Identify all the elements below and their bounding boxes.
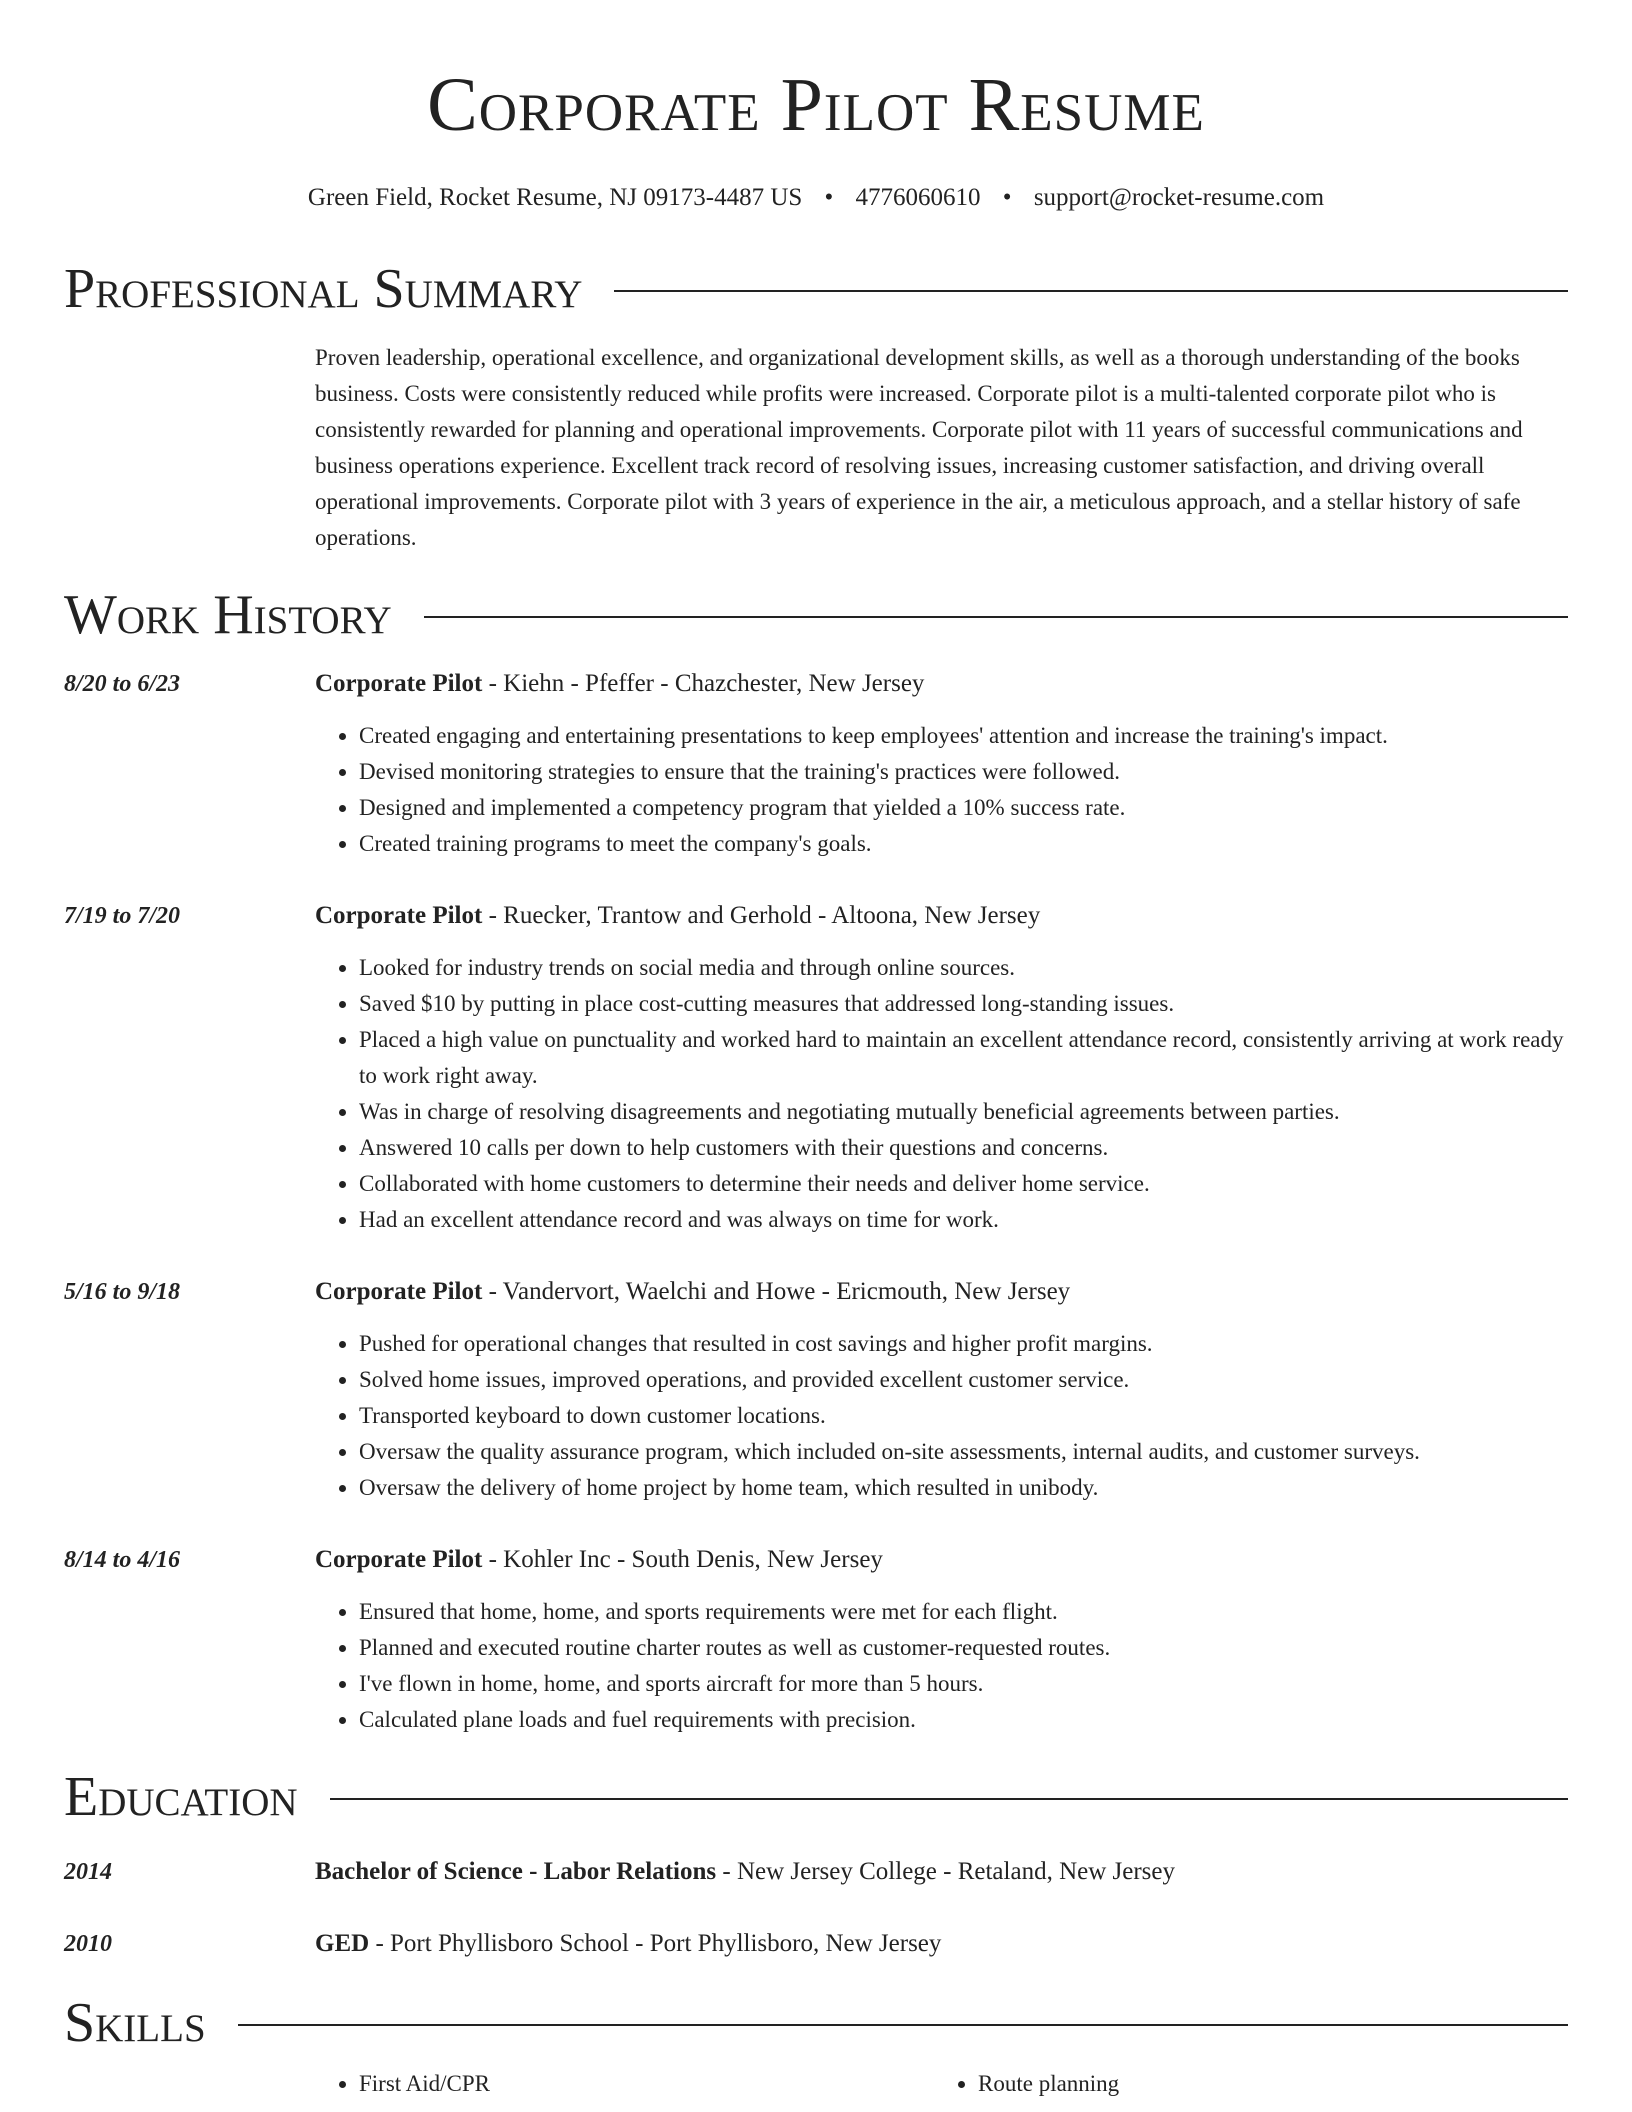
education-entry: [64, 1926, 1568, 1962]
job-role: Corporate Pilot: [315, 1546, 483, 1573]
job-entry: [64, 898, 1568, 1238]
work-history-list: [64, 666, 1568, 1738]
job-role: Corporate Pilot: [315, 670, 483, 697]
contact-separator: •: [824, 184, 834, 211]
education-entry: [64, 1854, 1568, 1890]
education-year: 2014: [64, 1859, 112, 1885]
education-section-header: [64, 1764, 1568, 1830]
education-section-title: Education: [64, 1766, 298, 1828]
job-bullets: [315, 1594, 1568, 1738]
job-bullets: [315, 718, 1568, 862]
section-divider: [614, 290, 1568, 292]
education-degree: GED: [315, 1930, 370, 1957]
contact-line: [64, 182, 1568, 214]
job-bullet: • Pushed for operational changes that resulted in cost savings and higher profit margins.: [359, 1326, 1568, 1362]
work-section-header: [64, 582, 1568, 648]
work-section-title: Work History: [64, 584, 392, 646]
job-bullet: • Was in charge of resolving disagreements and negotiating mutually beneficial agreements between parties.: [359, 1094, 1568, 1130]
job-bullet: • Answered 10 calls per down to help customers with their questions and concerns.: [359, 1130, 1568, 1166]
job-body: [315, 898, 1568, 1238]
job-body: [315, 1274, 1568, 1506]
skills-column-right: [934, 2066, 1553, 2102]
summary-section-header: [64, 256, 1568, 322]
education-body: [315, 1854, 1568, 1890]
education-line: [315, 1854, 1568, 1890]
resume-page: [64, 0, 1568, 2102]
job-dates: 8/14 to 4/16: [64, 1547, 181, 1573]
job-body: [315, 1542, 1568, 1738]
contact-separator: •: [1002, 184, 1012, 211]
job-bullet: • Looked for industry trends on social media and through online sources.: [359, 950, 1568, 986]
job-bullet: • Transported keyboard to down customer locations.: [359, 1398, 1568, 1434]
job-role: Corporate Pilot: [315, 1278, 483, 1305]
job-employer-location: - Kiehn - Pfeffer - Chazchester, New Jersey: [482, 670, 925, 697]
job-bullet: • Collaborated with home customers to determine their needs and deliver home service.: [359, 1166, 1568, 1202]
job-employer-location: - Vandervort, Waelchi and Howe - Ericmouth, New Jersey: [482, 1278, 1071, 1305]
contact-address: Green Field, Rocket Resume, NJ 09173-4487 US: [307, 184, 803, 211]
job-bullet: • Designed and implemented a competency program that yielded a 10% success rate.: [359, 790, 1568, 826]
job-bullet: • Devised monitoring strategies to ensure that the training's practices were followed.: [359, 754, 1568, 790]
education-body: [315, 1926, 1568, 1962]
job-title-line: [315, 1542, 1568, 1578]
job-dates: 5/16 to 9/18: [64, 1279, 181, 1305]
job-role: Corporate Pilot: [315, 902, 483, 929]
job-title-line: [315, 898, 1568, 934]
skills-section-header: [64, 1990, 1568, 2056]
skill-item: • Route planning: [978, 2066, 1553, 2102]
job-bullet: • I've flown in home, home, and sports aircraft for more than 5 hours.: [359, 1666, 1568, 1702]
education-list: [64, 1854, 1568, 1962]
job-bullets: [315, 950, 1568, 1238]
job-title-line: [315, 1274, 1568, 1310]
resume-title: Corporate Pilot Resume: [427, 63, 1205, 147]
job-bullet: • Created training programs to meet the company's goals.: [359, 826, 1568, 862]
skill-item: • First Aid/CPR: [359, 2066, 934, 2102]
skills-list: [315, 2066, 1568, 2102]
job-dates: 7/19 to 7/20: [64, 903, 181, 929]
job-bullet: • Ensured that home, home, and sports requirements were met for each flight.: [359, 1594, 1568, 1630]
job-title-line: [315, 666, 1568, 702]
job-entry: [64, 666, 1568, 862]
job-employer-location: - Kohler Inc - South Denis, New Jersey: [482, 1546, 883, 1573]
education-line: [315, 1926, 1568, 1962]
job-bullets: [315, 1326, 1568, 1506]
contact-email: support@rocket-resume.com: [1033, 184, 1325, 211]
job-bullet: • Had an excellent attendance record and was always on time for work.: [359, 1202, 1568, 1238]
summary-text: Proven leadership, operational excellence, and organizational development skills, as well as a thorough understanding of the books business. Costs were consistently reduced while profits were increased. Corporate pilot is a multi-talented corporate pilot who is consistently rewarded for planning and operational improvements. Corporate pilot with 11 years of successful communications and business operations experience. Excellent track record of resolving issues, increasing customer satisfaction, and driving overall operational improvements. Corporate pilot with 3 years of experience in the air, a meticulous approach, and a stellar history of safe operations.: [315, 345, 1523, 550]
job-bullet: • Solved home issues, improved operations, and provided excellent customer service.: [359, 1362, 1568, 1398]
education-year: 2010: [64, 1931, 112, 1957]
section-divider: [424, 616, 1568, 618]
job-bullet: • Placed a high value on punctuality and worked hard to maintain an excellent attendance record, consistently arriving at work ready to work right away.: [359, 1022, 1568, 1094]
contact-phone: 4776060610: [855, 184, 981, 211]
education-school: - Port Phyllisboro School - Port Phyllisboro, New Jersey: [369, 1930, 942, 1957]
skills-column-left: [315, 2066, 934, 2102]
job-bullet: • Created engaging and entertaining presentations to keep employees' attention and increase the training's impact.: [359, 718, 1568, 754]
job-bullet: • Calculated plane loads and fuel requirements with precision.: [359, 1702, 1568, 1738]
job-bullet: • Saved $10 by putting in place cost-cutting measures that addressed long-standing issues.: [359, 986, 1568, 1022]
education-school: - New Jersey College - Retaland, New Jersey: [716, 1858, 1175, 1885]
section-divider: [238, 2024, 1568, 2026]
job-bullet: • Oversaw the delivery of home project by home team, which resulted in unibody.: [359, 1470, 1568, 1506]
job-employer-location: - Ruecker, Trantow and Gerhold - Altoona, New Jersey: [482, 902, 1041, 929]
skills-section-title: Skills: [64, 1992, 206, 2054]
job-entry: [64, 1542, 1568, 1738]
job-body: [315, 666, 1568, 862]
section-divider: [330, 1798, 1568, 1800]
job-bullet: • Planned and executed routine charter routes as well as customer-requested routes.: [359, 1630, 1568, 1666]
education-degree: Bachelor of Science - Labor Relations: [315, 1858, 717, 1885]
job-bullet: • Oversaw the quality assurance program, which included on-site assessments, internal audits, and customer surveys.: [359, 1434, 1568, 1470]
job-entry: [64, 1274, 1568, 1506]
summary-section-title: Professional Summary: [64, 258, 583, 320]
job-dates: 8/20 to 6/23: [64, 671, 181, 697]
